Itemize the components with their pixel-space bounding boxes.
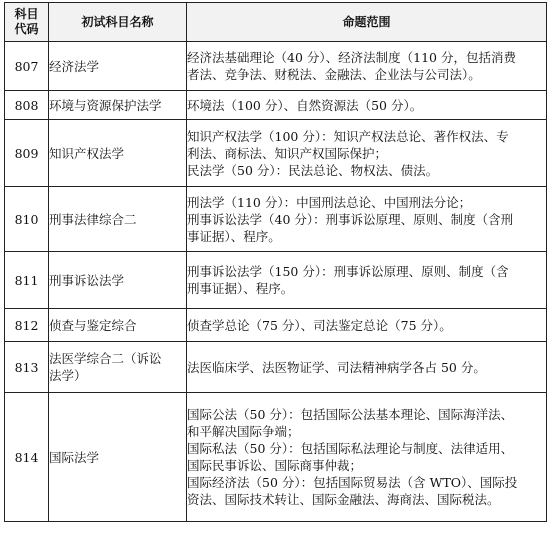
subject-name bbox=[49, 187, 187, 252]
scope-line: 经济法基础理论（40 分）、经济法制度（110 分，包括消费 bbox=[187, 50, 516, 65]
scope-line: 者法、竞争法、财税法、金融法、企业法与公司法）。 bbox=[187, 67, 481, 82]
table-header-row bbox=[5, 3, 547, 42]
scope-line: 国际民事诉讼、国际商事仲裁； bbox=[187, 458, 363, 473]
subject-name bbox=[49, 393, 187, 522]
subject-scope bbox=[187, 91, 547, 120]
subject-name-line: 知识产权法学 bbox=[49, 145, 125, 161]
scope-line: 刑事证据）、程序。 bbox=[187, 281, 294, 296]
scope-line: 刑法学（110 分）：中国刑法总论、中国刑法分论； bbox=[187, 194, 472, 210]
subject-name-line: 环境与资源保护法学 bbox=[49, 97, 162, 113]
subject-code: 810 bbox=[5, 187, 49, 252]
subject-name-line: 刑事诉讼法学 bbox=[49, 272, 125, 288]
scope-line: 刑事诉讼法学（150 分）：刑事诉讼原理、原则、制度（含 bbox=[187, 264, 509, 279]
subject-name-line: 法医学综合二（诉讼 bbox=[49, 351, 162, 366]
subject-code: 809 bbox=[5, 120, 49, 187]
subject-scope bbox=[187, 393, 547, 522]
subject-name-line: 经济法学 bbox=[49, 58, 100, 74]
header-code-line: 代码 bbox=[14, 22, 39, 36]
table-row bbox=[5, 393, 547, 522]
subject-name bbox=[49, 252, 187, 309]
subject-code: 812 bbox=[5, 309, 49, 342]
subject-code: 807 bbox=[5, 42, 49, 91]
subject-name bbox=[49, 42, 187, 91]
subject-scope bbox=[187, 42, 547, 91]
table-row bbox=[5, 309, 547, 342]
subject-code: 808 bbox=[5, 91, 49, 120]
exam-subject-table bbox=[4, 2, 547, 522]
subject-name-line: 刑事法律综合二 bbox=[49, 211, 137, 227]
table-row bbox=[5, 187, 547, 252]
subject-name bbox=[49, 120, 187, 187]
scope-line: 资法、国际技术转让、国际金融法、海商法、国际税法。 bbox=[187, 492, 500, 507]
subject-name bbox=[49, 309, 187, 342]
scope-line: 刑事诉讼法学（40 分）：刑事诉讼原理、原则、制度（含刑 bbox=[187, 211, 514, 227]
header-code-line: 科目 bbox=[14, 7, 39, 21]
subject-name bbox=[49, 91, 187, 120]
table-row bbox=[5, 252, 547, 309]
subject-name-line: 法学） bbox=[49, 368, 87, 383]
scope-line: 国际公法（50 分）：包括国际公法基本理论、国际海洋法、 bbox=[187, 407, 514, 422]
scope-line: 国际私法（50 分）：包括国际私法理论与制度、法律适用、 bbox=[187, 441, 514, 456]
header-code bbox=[5, 3, 49, 42]
subject-scope bbox=[187, 342, 547, 393]
header-name: 初试科目名称 bbox=[49, 3, 187, 42]
header-scope: 命题范围 bbox=[187, 3, 547, 42]
subject-scope bbox=[187, 120, 547, 187]
subject-name-line: 国际法学 bbox=[49, 449, 100, 465]
subject-name bbox=[49, 342, 187, 393]
scope-line: 和平解决国际争端； bbox=[187, 424, 300, 439]
subject-scope bbox=[187, 252, 547, 309]
subject-code: 813 bbox=[5, 342, 49, 393]
subject-code: 814 bbox=[5, 393, 49, 522]
table-row bbox=[5, 91, 547, 120]
subject-name-line: 侦查与鉴定综合 bbox=[49, 317, 137, 333]
scope-line: 知识产权法学（100 分）：知识产权法总论、著作权法、专 bbox=[187, 128, 509, 144]
scope-line: 利法、商标法、知识产权国际保护； bbox=[187, 145, 388, 161]
subject-code: 811 bbox=[5, 252, 49, 309]
scope-line: 法医临床学、法医物证学、司法精神病学各占 50 分。 bbox=[187, 359, 486, 375]
subject-scope bbox=[187, 187, 547, 252]
scope-line: 环境法（100 分）、自然资源法（50 分）。 bbox=[187, 97, 423, 113]
table-row bbox=[5, 120, 547, 187]
table-row bbox=[5, 42, 547, 91]
scope-line: 国际经济法（50 分）：包括国际贸易法（含 WTO）、国际投 bbox=[187, 475, 518, 490]
scope-line: 民法学（50 分）：民法总论、物权法、债法。 bbox=[187, 162, 439, 178]
table-row bbox=[5, 342, 547, 393]
scope-line: 侦查学总论（75 分）、司法鉴定总论（75 分）。 bbox=[187, 317, 452, 333]
scope-line: 事证据）、程序。 bbox=[187, 228, 281, 244]
subject-scope bbox=[187, 309, 547, 342]
